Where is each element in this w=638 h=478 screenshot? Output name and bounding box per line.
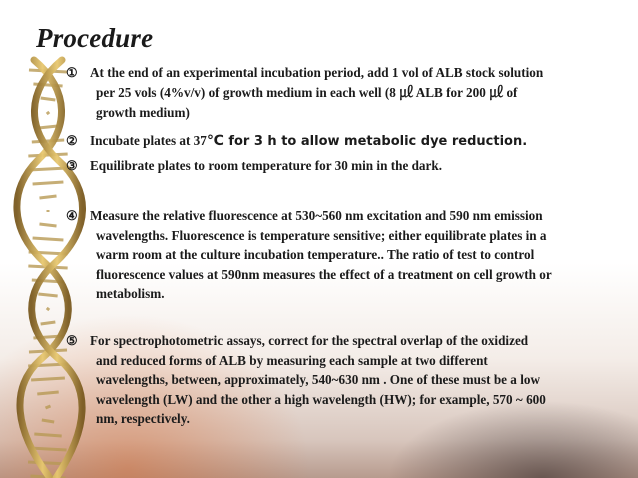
step-text: Equilibrate plates to room temperature for 30 min in the dark.: [90, 158, 443, 173]
step-number: ③: [66, 158, 78, 173]
step-text: wavelengths, between, approximately, 540~630 nm . One of these must be a low: [96, 372, 540, 388]
microliter-unit: ㎕: [399, 84, 414, 101]
step-text: metabolism.: [96, 286, 165, 302]
step-text: per 25 vols (4%v/v) of growth medium in each well (8 ㎕ ALB for 200 ㎕ of: [96, 84, 518, 101]
step-text: wavelength (LW) and the other a high wavelength (HW); for example, 570 ~ 600: [96, 391, 546, 407]
step-text: growth medium): [96, 105, 190, 121]
step-text: Incubate plates at 37℃ for 3 h to allow metabolic dye reduction.: [90, 133, 528, 149]
step-text: nm, respectively.: [96, 411, 190, 427]
page-title: Procedure: [36, 23, 154, 53]
step-4: [66, 206, 632, 304]
microliter-unit: ㎕: [489, 84, 504, 101]
step-text: wavelengths. Fluorescence is temperature sensitive; either equilibrate plates in a: [96, 227, 547, 243]
step-3: [66, 156, 632, 176]
step-text: fluorescence values at 590nm measures the effect of a treatment on cell growth or: [96, 266, 552, 282]
step-number: ①: [66, 65, 78, 80]
degree-celsius-unit: ℃: [206, 133, 224, 149]
step-1: [66, 63, 632, 123]
step-number: ②: [66, 133, 78, 148]
step-text: Measure the relative fluorescence at 530~560 nm excitation and 590 nm emission: [90, 208, 543, 223]
step-number: ⑤: [66, 333, 78, 348]
step-text: and reduced forms of ALB by measuring each sample at two different: [96, 352, 488, 368]
step-text: At the end of an experimental incubation period, add 1 vol of ALB stock solution: [90, 65, 544, 80]
step-number: ④: [66, 208, 78, 223]
step-text: For spectrophotometric assays, correct for the spectral overlap of the oxidized: [90, 333, 529, 348]
step-5: [66, 331, 632, 429]
step-text: warm room at the culture incubation temperature.. The ratio of test to control: [96, 247, 535, 263]
step-2: [66, 131, 632, 152]
